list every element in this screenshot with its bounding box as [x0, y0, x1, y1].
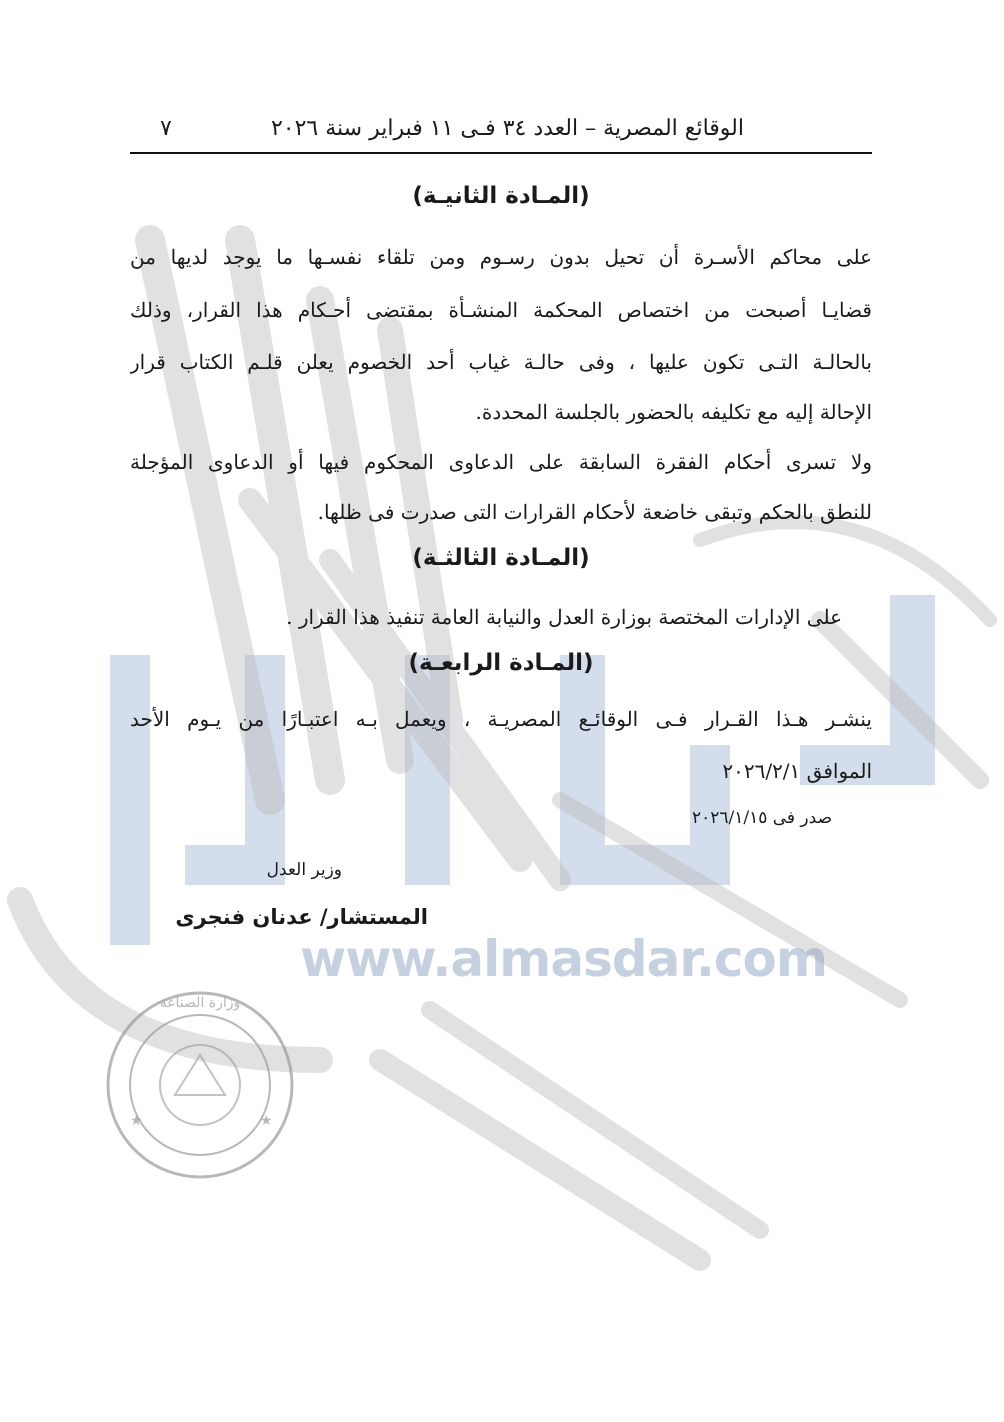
article-2-line-3: بالحالـة التـى تكون عليها ، وفى حالـة غياب أحد الخصوم يعلن قلـم الكتاب قرار: [130, 350, 872, 374]
signatory-title: وزير العدل: [266, 860, 342, 880]
article-3-line-1: على الإدارات المختصة بوزارة العدل والنيابة العامة تنفيذ هذا القرار .: [286, 605, 842, 629]
article-3-heading: (المـادة الثالثـة): [412, 545, 590, 571]
page-number: ٧: [160, 116, 172, 141]
header-title: الوقائع المصرية – العدد ٣٤ فـى ١١ فبراير سنة ٢٠٢٦: [270, 116, 744, 141]
article-4-heading: (المـادة الرابعـة): [408, 650, 594, 676]
article-2-line-4: الإحالة إليه مع تكليفه بالحضور بالجلسة المحددة.: [475, 400, 872, 424]
article-2-heading: (المـادة الثانيـة): [412, 183, 590, 209]
article-2-line-5: ولا تسرى أحكام الفقرة السابقة على الدعاوى المحكوم فيها أو الدعاوى المؤجلة: [130, 450, 872, 474]
issue-date: صدر فى ٢٠٢٦/١/١٥: [691, 808, 832, 828]
article-4-line-1: ينشـر هـذا القـرار فـى الوقائـع المصريـة ، ويعمل بـه اعتبـارًا من يـوم الأحد: [130, 707, 872, 731]
svg-text:★: ★: [260, 1113, 273, 1129]
page-header: [130, 112, 872, 154]
article-2-line-2: قضايـا أصبحت من اختصاص المحكمة المنشـأة بمقتضى أحـكام هذا القرار، وذلك: [130, 298, 872, 322]
svg-text:★: ★: [130, 1113, 143, 1129]
article-2-line-1: على محاكم الأسـرة أن تحيل بدون رسـوم ومن تلقاء نفسـها ما يوجد لديها من: [130, 245, 872, 269]
watermark-url: www.almasdar.com: [300, 930, 827, 988]
signatory-name: المستشار/ عدنان فنجرى: [175, 905, 428, 929]
article-2-line-6: للنطق بالحكم وتبقى خاضعة لأحكام القرارات التى صدرت فى ظلها.: [317, 500, 872, 524]
article-4-line-2: الموافق ٢٠٢٦/٢/١: [722, 759, 872, 783]
svg-text:وزارة الصناعة: وزارة الصناعة: [159, 995, 241, 1011]
